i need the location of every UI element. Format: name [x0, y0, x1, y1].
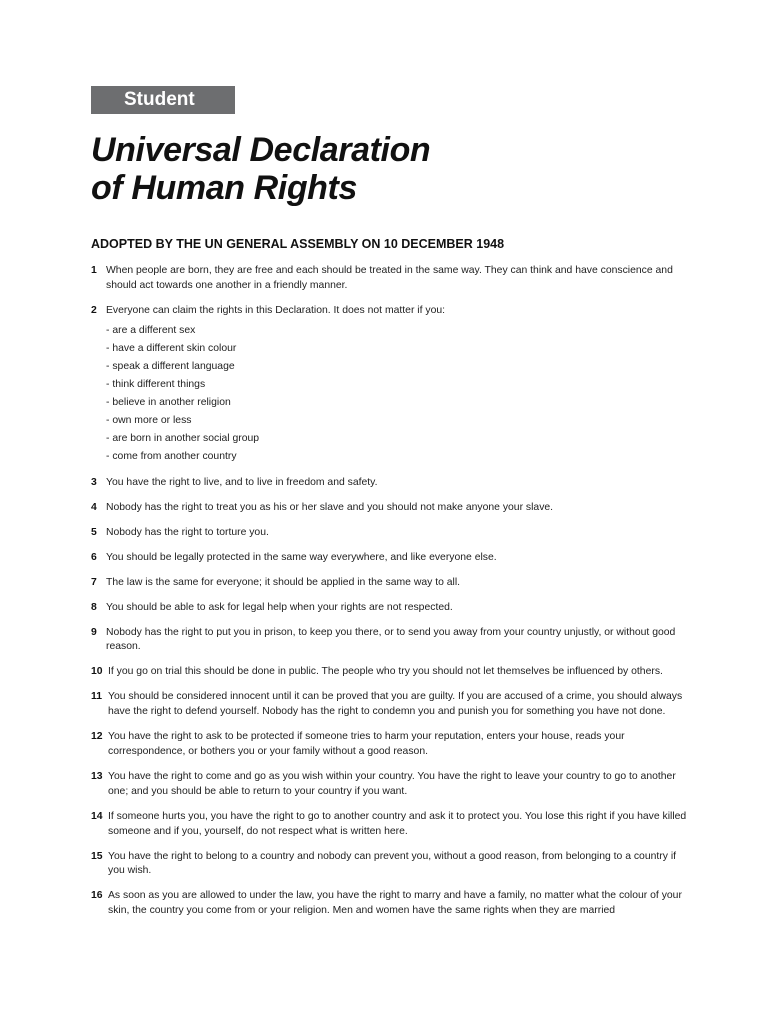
article-3 — [91, 476, 691, 491]
article-11 — [91, 690, 691, 720]
article-number: 4 — [91, 501, 97, 513]
article-number: 14 — [91, 810, 103, 822]
article-number: 7 — [91, 576, 97, 588]
article-15 — [91, 850, 691, 880]
article-4 — [91, 501, 691, 516]
condition-item: - are a different sex — [106, 324, 196, 336]
article-number: 11 — [91, 691, 102, 703]
article-6 — [91, 551, 691, 566]
title-line-1: Universal Declaration — [91, 131, 431, 169]
article-number: 6 — [91, 551, 97, 563]
article-text: You should be able to ask for legal help when your rights are not respected. — [106, 601, 453, 613]
article-number: 16 — [91, 890, 103, 902]
article-number: 10 — [91, 666, 103, 678]
article-text: Everyone can claim the rights in this Declaration. It does not matter if you: — [106, 304, 446, 316]
condition-item: - are born in another social group — [106, 432, 260, 444]
article-text: Nobody has the right to torture you. — [106, 526, 269, 538]
article-10 — [91, 665, 691, 680]
article-1 — [91, 264, 691, 294]
adoption-subtitle: ADOPTED BY THE UN GENERAL ASSEMBLY ON 10 DECEMBER 1948 — [91, 237, 505, 251]
article-number: 9 — [91, 626, 97, 638]
article-text: You have the right to ask to be protected if someone tries to harm your reputation, enters your house, reads your correspondence, or bothers you or your family without a good reason. — [108, 731, 625, 758]
article-text: The law is the same for everyone; it should be applied in the same way to all. — [106, 576, 461, 588]
article-text: When people are born, they are free and each should be treated in the same way. They can think and have conscience and should act towards one another in a friendly manner. — [106, 265, 673, 291]
article-2 — [91, 304, 691, 466]
article-5 — [91, 526, 691, 541]
article-text: If someone hurts you, you have the right to go to another country and ask it to protect you. You lose this right if you have killed someone and if you, yourself, do not respect what is written here. — [108, 810, 687, 837]
article-7 — [91, 576, 691, 591]
article-text: You should be considered innocent until it can be proved that you are guilty. If you are accused of a crime, you should always have the right to defend yourself. Nobody has the right to condemn you and punish you for something you have not done. — [108, 691, 683, 718]
condition-item: - come from another country — [106, 450, 237, 462]
condition-item: - think different things — [106, 378, 206, 390]
student-badge: Student — [91, 86, 235, 114]
article-16 — [91, 889, 691, 919]
article-text: You have the right to belong to a country and nobody can prevent you, without a good reason, from belonging to a country if you wish. — [108, 850, 677, 877]
article-number: 1 — [91, 265, 97, 276]
article-text: If you go on trial this should be done in public. The people who try you should not let themselves be influenced by others. — [108, 666, 663, 678]
article-12 — [91, 730, 691, 760]
article-number: 12 — [91, 731, 103, 743]
article-text: Nobody has the right to treat you as his or her slave and you should not make anyone your slave. — [106, 501, 554, 513]
article-number: 15 — [91, 850, 103, 862]
article-2-conditions — [106, 322, 691, 466]
article-13 — [91, 770, 691, 800]
condition-item: - own more or less — [106, 414, 192, 426]
article-number: 8 — [91, 601, 97, 613]
article-9 — [91, 626, 691, 656]
article-number: 3 — [91, 476, 97, 488]
page-title — [91, 131, 430, 207]
condition-item: - believe in another religion — [106, 396, 231, 408]
article-text: You have the right to come and go as you wish within your country. You have the right to leave your country to go to another one; and you should be able to return to your country if you want. — [108, 771, 676, 797]
article-number: 13 — [91, 771, 103, 782]
article-14 — [91, 810, 691, 840]
article-number: 2 — [91, 304, 97, 316]
article-number: 5 — [91, 526, 97, 538]
article-text: As soon as you are allowed to under the law, you have the right to marry and have a family, no matter what the colour of your skin, the country you come from or your religion. Men and women have the same rights when they are married — [108, 890, 682, 917]
title-line-2: of Human Rights — [91, 169, 357, 207]
condition-item: - have a different skin colour — [106, 342, 237, 354]
articles-list — [91, 264, 691, 929]
article-text: You should be legally protected in the same way everywhere, and like everyone else. — [106, 551, 497, 563]
condition-item: - speak a different language — [106, 360, 235, 372]
article-text: Nobody has the right to put you in prison, to keep you there, or to send you away from your country unjustly, or without good reason. — [106, 626, 676, 653]
article-8 — [91, 601, 691, 616]
article-text: You have the right to live, and to live in freedom and safety. — [106, 476, 378, 488]
